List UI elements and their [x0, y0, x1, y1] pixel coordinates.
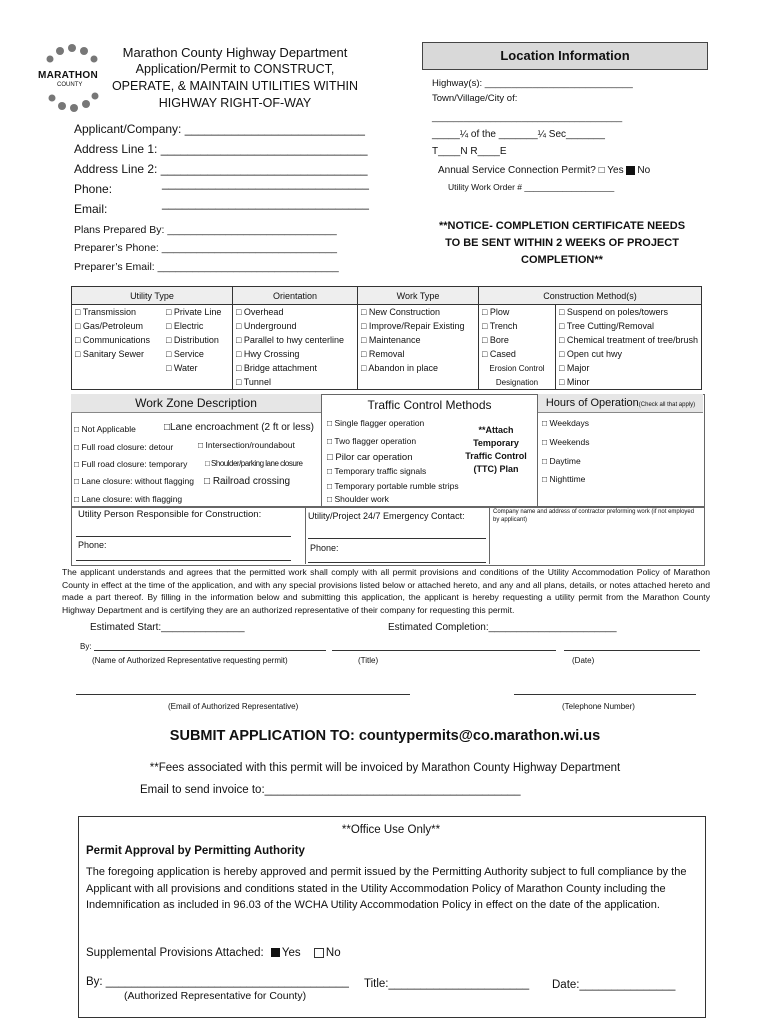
checked-box-icon[interactable]	[271, 948, 280, 957]
traffic-heading: Traffic Control Methods	[367, 398, 492, 412]
phone-label: Phone:	[74, 182, 113, 196]
hours-nighttime[interactable]: □ Nighttime	[542, 474, 586, 484]
wz-railroad[interactable]: □ Railroad crossing	[204, 476, 291, 487]
option-bore[interactable]: □ Bore	[478, 333, 555, 347]
option-removal[interactable]: □ Removal	[357, 347, 478, 361]
option-plow[interactable]: □ Plow	[478, 305, 555, 320]
checked-box-icon[interactable]	[626, 166, 635, 175]
option-chemical[interactable]: □ Chemical treatment of tree/brush	[558, 335, 698, 345]
option-minor[interactable]: □ Minor	[558, 377, 590, 387]
town-label: Town/Village/City of:	[432, 93, 518, 104]
orientation-header: Orientation	[232, 287, 357, 305]
annual-no-label: No	[637, 165, 651, 176]
supp-yes-label: Yes	[281, 947, 301, 959]
tc-shoulder-work[interactable]: □ Shoulder work	[327, 494, 389, 504]
approval-text: The foregoing application is hereby approved and permit issued by the Permitting Authority subject to full compliance by the Applicant with all provisions and conditions stated in the Utility Accommodation Policy of Marathon County including the Indemnification as included in 96.03 of the WCHA Utility Accommodation Policy in effect on the date of the application.	[86, 866, 687, 912]
work-order-field[interactable]: Utility Work Order # ___________________	[448, 182, 615, 192]
wz-full-closure-detour[interactable]: □ Full road closure: detour	[74, 442, 174, 452]
by-label: By:	[80, 642, 92, 651]
empty-cell	[163, 375, 233, 390]
tc-temp-signals[interactable]: □ Temporary traffic signals	[327, 466, 427, 476]
option-underground[interactable]: □ Underground	[232, 319, 357, 333]
town-field[interactable]: ____________________________________	[432, 112, 623, 123]
wz-lane-flagging[interactable]: □ Lane closure: with flagging	[74, 494, 183, 504]
designation-label: Designation	[478, 375, 555, 390]
construction-method-header: Construction Method(s)	[478, 287, 701, 305]
ttc-plan-note: **Attach Temporary Traffic Control (TTC) Plan	[465, 425, 527, 474]
option-hwy-crossing[interactable]: □ Hwy Crossing	[232, 347, 357, 361]
option-tree-cutting[interactable]: □ Tree Cutting/Removal	[558, 321, 654, 331]
option-improve[interactable]: □ Improve/Repair Existing	[357, 319, 478, 333]
table-row	[72, 361, 702, 375]
email-label: Email:	[74, 202, 108, 216]
responsible-label: Utility Person Responsible for Construction:	[78, 509, 262, 520]
preparer-phone-field[interactable]: Preparer’s Phone: ______________________________	[74, 242, 337, 254]
supplemental-label: Supplemental Provisions Attached:	[86, 947, 264, 959]
address-line1-field[interactable]: Address Line 1: _______________________________	[74, 142, 368, 156]
option-suspend[interactable]: □ Suspend on poles/towers	[558, 307, 668, 317]
address-line2-field[interactable]: Address Line 2: _______________________________	[74, 162, 368, 176]
option-service[interactable]: □ Service	[163, 347, 233, 361]
completion-notice: **NOTICE- COMPLETION CERTIFICATE NEEDS TO BE SENT WITHIN 2 WEEKS OF PROJECT COMPLETION**	[438, 220, 686, 266]
title-caption: (Title)	[358, 656, 379, 665]
option-abandon[interactable]: □ Abandon in place	[357, 361, 478, 375]
contractor-label: Company name and address of contractor preforming work (if not employed by applicant)	[493, 509, 695, 523]
wz-lane-encroachment[interactable]: □Lane encroachment (2 ft or less)	[164, 422, 314, 433]
township-range-field[interactable]: T____N R____E	[432, 146, 507, 157]
empty-cell	[72, 361, 163, 375]
option-trench[interactable]: □ Trench	[478, 319, 555, 333]
option-major[interactable]: □ Major	[558, 363, 590, 373]
annual-permit-row	[432, 163, 698, 178]
option-distribution[interactable]: □ Distribution	[163, 333, 233, 347]
agreement-text: The applicant understands and agrees that the permitted work shall comply with all permit provisions and conditions of the Utility Accommodation Policy of Marathon County in effect at the time of the application, and with any special provisions listed below or attached hereto, and any and all plans, details, or notes attached hereto and made a part thereof. By filling in the information below and submitting this application, the applicant is hereby requesting a utility permit from the Marathon County Highway Department and is certifying they are an authorized representative of their company for requesting this permit.	[62, 567, 710, 615]
table-row	[72, 333, 702, 347]
unchecked-box-icon[interactable]	[314, 948, 324, 958]
estimated-start-field[interactable]: Estimated Start:_______________	[90, 622, 245, 633]
hours-weekdays[interactable]: □ Weekdays	[542, 418, 590, 428]
name-caption: (Name of Authorized Representative requesting permit)	[92, 656, 288, 665]
email-field[interactable]: _______________________________	[162, 196, 369, 210]
tc-two-flagger[interactable]: □ Two flagger operation	[327, 436, 417, 446]
quarter-section-field[interactable]: _____¼ of the _______¼ Sec_______	[432, 129, 605, 140]
estimated-completion-field[interactable]: Estimated Completion:_______________________	[388, 622, 617, 633]
hours-heading: Hours of Operation(Check all that apply)	[538, 394, 703, 413]
option-tunnel[interactable]: □ Tunnel	[232, 375, 357, 390]
option-overhead[interactable]: □ Overhead	[232, 305, 357, 320]
emergency-label: Utility/Project 24/7 Emergency Contact:	[308, 511, 465, 521]
office-use-heading: **Office Use Only**	[341, 824, 441, 836]
supp-no-label: No	[325, 947, 341, 959]
wz-shoulder[interactable]: □ Shoulder/parking lane closure	[205, 459, 303, 468]
divider	[489, 506, 490, 564]
workzone-heading: Work Zone Description	[71, 394, 321, 413]
form-title: Marathon County Highway Department Application/Permit to CONSTRUCT, OPERATE, & MAINTAIN UTILITIES WITHIN HIGHWAY RIGHT-OF-WAY	[111, 45, 359, 110]
responsible-field[interactable]	[76, 524, 291, 537]
option-cased[interactable]: □ Cased	[478, 347, 555, 361]
option-transmission[interactable]: □ Transmission	[75, 307, 136, 317]
empty-cell	[72, 375, 163, 390]
option-new-construction[interactable]: □ New Construction	[357, 305, 478, 320]
representative-name-field[interactable]	[94, 640, 326, 651]
option-maintenance[interactable]: □ Maintenance	[357, 333, 478, 347]
divider	[305, 506, 306, 564]
emergency-field[interactable]	[308, 526, 486, 539]
logo-text: MARATHON	[38, 70, 98, 81]
fees-note: **Fees associated with this permit will be invoiced by Marathon County Highway Department	[149, 762, 621, 774]
table-row	[72, 319, 702, 333]
location-heading: Location Information	[422, 42, 708, 70]
empty-cell	[357, 375, 478, 390]
date-caption: (Date)	[572, 656, 595, 665]
option-water[interactable]: □ Water	[163, 361, 233, 375]
applicant-company-field[interactable]: Applicant/Company: ___________________________	[74, 122, 365, 136]
wz-lane-no-flagging[interactable]: □ Lane closure: without flagging	[74, 476, 194, 486]
option-open-cut[interactable]: □ Open cut hwy	[558, 349, 622, 359]
table-row	[72, 305, 702, 320]
option-gas[interactable]: □ Gas/Petroleum	[75, 321, 143, 331]
county-rep-field[interactable]: By: ______________________________________	[86, 976, 349, 988]
phone-field[interactable]: _______________________________	[162, 176, 369, 190]
county-rep-caption: (Authorized Representative for County)	[124, 990, 307, 1002]
annual-yes-checkbox[interactable]: Annual Service Connection Permit? □ Yes	[438, 165, 624, 176]
plans-prepared-field[interactable]: Plans Prepared By: _____________________________	[74, 224, 337, 236]
responsible-phone-label: Phone:	[78, 540, 107, 550]
utility-type-header: Utility Type	[72, 287, 233, 305]
highways-field[interactable]: Highway(s): ____________________________	[432, 78, 633, 89]
work-type-header: Work Type	[357, 287, 478, 305]
option-communications[interactable]: □ Communications	[75, 335, 150, 345]
emergency-phone-label: Phone:	[310, 543, 339, 553]
county-title-field[interactable]: Title:______________________	[364, 978, 530, 990]
wz-full-closure-temp[interactable]: □ Full road closure: temporary	[74, 459, 188, 469]
approval-heading: Permit Approval by Permitting Authority	[86, 845, 305, 857]
submit-instruction: SUBMIT APPLICATION TO: countypermits@co.marathon.wi.us	[169, 728, 601, 744]
representative-email-field[interactable]	[76, 684, 410, 695]
wz-intersection[interactable]: □ Intersection/roundabout	[198, 440, 295, 450]
wz-not-applicable[interactable]: □ Not Applicable	[74, 424, 136, 434]
hours-weekends[interactable]: □ Weekends	[542, 437, 590, 447]
email-caption: (Email of Authorized Representative)	[168, 702, 299, 711]
option-electric[interactable]: □ Electric	[163, 319, 233, 333]
telephone-caption: (Telephone Number)	[562, 702, 635, 711]
tc-rumble-strips[interactable]: □ Temporary portable rumble strips	[327, 481, 459, 491]
tc-pilot-car[interactable]: □ Pilor car operation	[327, 452, 413, 463]
option-private-line[interactable]: □ Private Line	[163, 305, 233, 320]
location-information-box	[422, 42, 708, 200]
logo-subtext: COUNTY	[57, 82, 83, 88]
option-parallel[interactable]: □ Parallel to hwy centerline	[232, 333, 357, 347]
emergency-phone-field[interactable]	[308, 550, 486, 563]
invoice-email-field[interactable]: Email to send invoice to:________________________________________	[140, 784, 521, 796]
responsible-phone-field[interactable]	[76, 548, 291, 561]
table-row	[72, 375, 702, 390]
option-sanitary[interactable]: □ Sanitary Sewer	[75, 349, 144, 359]
date-field[interactable]	[564, 640, 700, 651]
table-row	[72, 347, 702, 361]
hours-daytime[interactable]: □ Daytime	[542, 456, 581, 466]
supplemental-row	[86, 947, 341, 959]
utility-table	[71, 286, 702, 390]
county-date-field[interactable]: Date:_______________	[552, 979, 676, 991]
representative-title-field[interactable]	[332, 640, 556, 651]
option-bridge[interactable]: □ Bridge attachment	[232, 361, 357, 375]
tc-single-flagger[interactable]: □ Single flagger operation	[327, 418, 425, 428]
erosion-label: Erosion Control	[478, 361, 555, 375]
preparer-email-field[interactable]: Preparer’s Email: _______________________________	[74, 261, 339, 273]
telephone-field[interactable]	[514, 684, 696, 695]
